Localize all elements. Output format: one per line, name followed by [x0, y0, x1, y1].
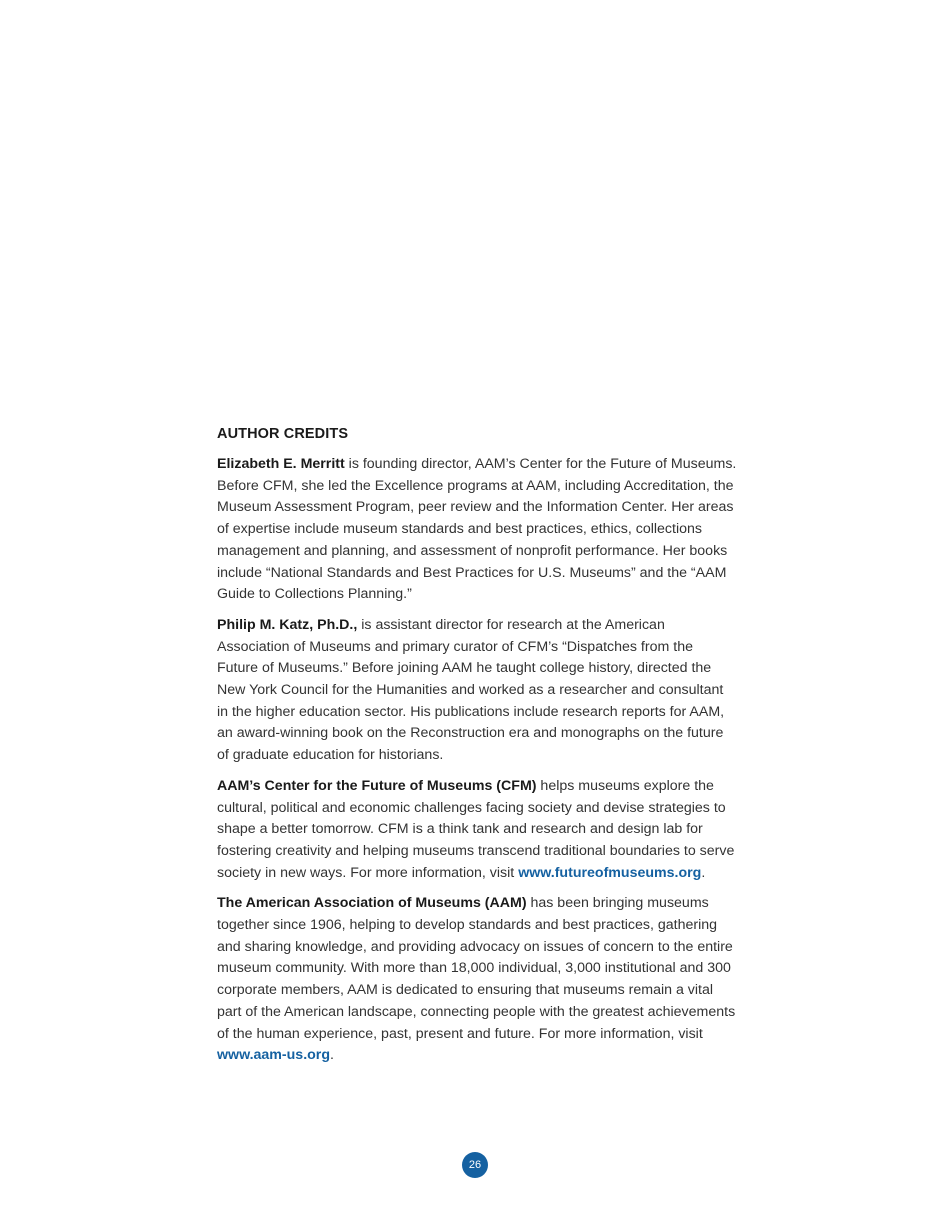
credit-paragraph-cfm	[217, 776, 737, 885]
page-number-badge: 26	[462, 1152, 488, 1178]
organization-name: The American Association of Museums (AAM)	[217, 895, 527, 912]
cfm-website-link[interactable]: www.futureofmuseums.org	[518, 864, 702, 881]
section-heading: AUTHOR CREDITS	[217, 426, 349, 442]
sentence-end: .	[330, 1047, 334, 1064]
aam-website-link[interactable]: www.aam-us.org	[217, 1047, 330, 1064]
credit-paragraph-merritt	[217, 454, 737, 606]
author-name: Elizabeth E. Merritt	[217, 456, 345, 472]
credit-paragraph-aam	[217, 893, 737, 1067]
author-bio: is assistant director for research at the American Association of Museums and primary curator of CFM’s “Dispatches from the Future of Museums.” Before joining AAM he taught college history, directed the New York Council for the Humanities and worked as a researcher and consultant in the higher education sector. His publications include research reports for AAM, an award-winning book on the Reconstruction era and monographs on the future of graduate education for historians.	[217, 616, 725, 764]
sentence-end: .	[701, 864, 706, 881]
organization-name: AAM’s Center for the Future of Museums (CFM)	[217, 777, 537, 794]
organization-description: helps museums explore the cultural, political and economic challenges facing society and devise strategies to shape a better tomorrow. CFM is a think tank and research and design lab for fostering creativity and helping museums transcend traditional boundaries to serve society in new ways. For more information, visit	[217, 777, 735, 881]
author-name: Philip M. Katz, Ph.D.,	[217, 616, 358, 633]
credit-paragraph-katz	[217, 615, 737, 767]
author-bio: is founding director, AAM’s Center for the Future of Museums. Before CFM, she led the Excellence programs at AAM, including Accreditation, the Museum Assessment Program, peer review and the Information Center. Her areas of expertise include museum standards and best practices, ethics, collections management and planning, and assessment of nonprofit performance. Her books include “National Standards and Best Practices for U.S. Museums” and the “AAM Guide to Collections Planning.”	[217, 456, 737, 603]
author-credits-section	[217, 426, 737, 1076]
organization-description: has been bringing museums together since 1906, helping to develop standards and best practices, gathering and sharing knowledge, and providing advocacy on issues of concern to the entire museum community. With more than 18,000 individual, 3,000 institutional and 300 corporate members, AAM is dedicated to ensuring that museums remain a vital part of the American landscape, connecting people with the greatest achievements of the human experience, past, present and future. For more information, visit	[217, 895, 736, 1042]
